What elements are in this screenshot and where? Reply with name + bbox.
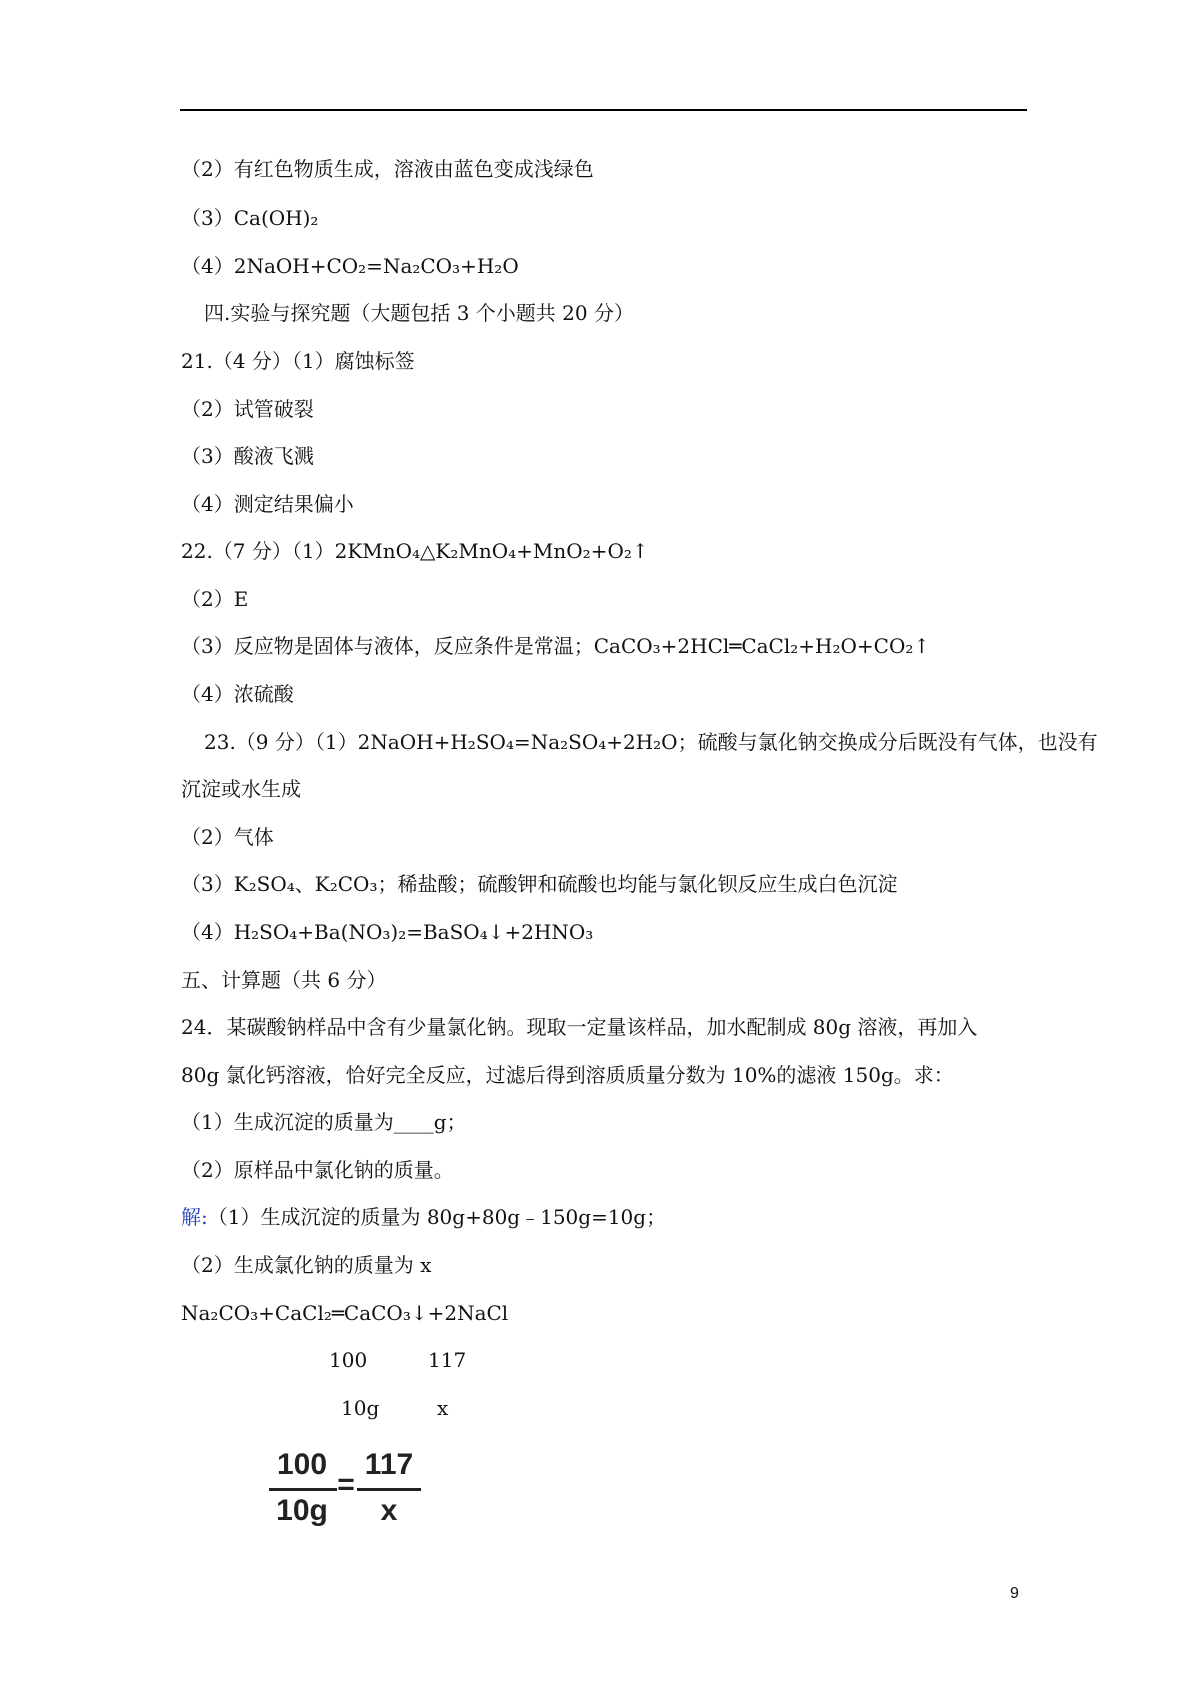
mass-value: 10g xyxy=(341,1396,380,1420)
answer-line: （3）反应物是固体与液体，反应条件是常温；CaCO₃+2HCl═CaCl₂+H₂O+CO₂↑ xyxy=(181,634,931,658)
fraction-numerator: 100 xyxy=(276,1448,328,1481)
answer-line: 沉淀或水生成 xyxy=(181,777,301,801)
equals-sign: = xyxy=(337,1468,355,1501)
solution-text: （1）生成沉淀的质量为 80g+80g﹣150g=10g； xyxy=(207,1205,667,1229)
mass-value: x xyxy=(437,1396,449,1420)
question-line: 23.（9 分）（1）2NaOH+H₂SO₄=Na₂SO₄+2H₂O；硫酸与氯化钠交换成分后既没有气体，也没有 xyxy=(204,730,1098,754)
answer-line: （4）测定结果偏小 xyxy=(181,492,354,516)
answer-line: （4）H₂SO₄+Ba(NO₃)₂=BaSO₄↓+2HNO₃ xyxy=(181,920,594,944)
fraction-numerator: 117 xyxy=(364,1448,414,1481)
answer-line: （2）气体 xyxy=(181,825,274,849)
fraction-denominator: x xyxy=(380,1494,398,1527)
header-rule xyxy=(180,109,1027,111)
question-line: （1）生成沉淀的质量为____g； xyxy=(181,1110,467,1134)
solution-label: 解: xyxy=(181,1205,208,1229)
question-line: 24．某碳酸钠样品中含有少量氯化钠。现取一定量该样品，加水配制成 80g 溶液，再加入 xyxy=(181,1015,978,1039)
fraction-bar xyxy=(357,1488,421,1491)
molar-mass-value: 117 xyxy=(428,1348,467,1372)
equation-line: Na₂CO₃+CaCl₂═CaCO₃↓+2NaCl xyxy=(181,1301,509,1325)
fraction-bar xyxy=(269,1488,337,1491)
answer-line: （2）E xyxy=(181,587,249,611)
solution-line xyxy=(181,1204,666,1230)
page-number: 9 xyxy=(1010,1585,1019,1602)
answer-line: （4）2NaOH+CO₂=Na₂CO₃+H₂O xyxy=(181,254,519,278)
answer-line: （4）浓硫酸 xyxy=(181,682,294,706)
answer-line: （3）K₂SO₄、K₂CO₃；稀盐酸；硫酸钾和硫酸也均能与氯化钡反应生成白色沉淀 xyxy=(181,872,898,896)
question-line: 21.（4 分）（1）腐蚀标签 xyxy=(181,349,415,373)
fraction-denominator: 10g xyxy=(276,1494,328,1527)
question-line: 22.（7 分）（1）2KMnO₄△K₂MnO₄+MnO₂+O₂↑ xyxy=(181,539,649,563)
answer-line: （2）试管破裂 xyxy=(181,397,314,421)
molar-mass-value: 100 xyxy=(329,1348,368,1372)
question-line: 80g 氯化钙溶液，恰好完全反应，过滤后得到溶质质量分数为 10%的滤液 150g。求： xyxy=(181,1063,954,1087)
section-heading: 四.实验与探究题（大题包括 3 个小题共 20 分） xyxy=(204,301,634,325)
answer-line: （2）有红色物质生成，溶液由蓝色变成浅绿色 xyxy=(181,157,594,181)
solution-line: （2）生成氯化钠的质量为 x xyxy=(181,1253,432,1277)
answer-line: （3）Ca(OH)₂ xyxy=(181,206,319,230)
section-heading: 五、计算题（共 6 分） xyxy=(181,968,387,992)
answer-line: （3）酸液飞溅 xyxy=(181,444,314,468)
question-line: （2）原样品中氯化钠的质量。 xyxy=(181,1158,454,1182)
